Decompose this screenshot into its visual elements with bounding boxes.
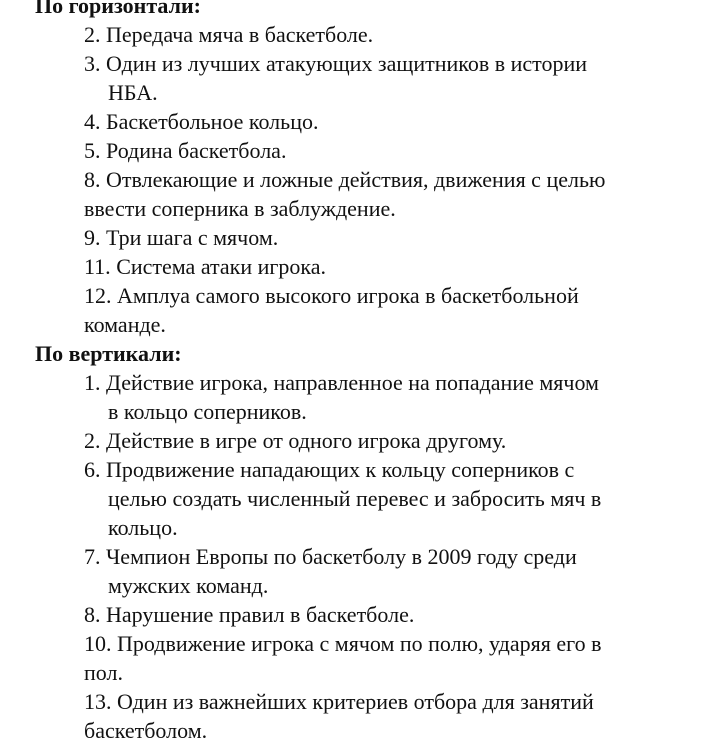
clue-text: Баскетбольное кольцо. [106,109,319,134]
horizontal-clue-11 [84,252,326,281]
clue-text-continued: ввести соперника в заблуждение. [84,196,396,221]
horizontal-clue-4 [84,107,318,136]
clue-number: 13. [84,689,112,714]
clue-text-continued: НБА. [108,80,158,105]
clue-text-continued: в кольцо соперников. [108,399,307,424]
vertical-clue-1 [84,368,599,397]
vertical-clue-7 [84,542,577,571]
vertical-heading: По вертикали: [35,341,182,366]
clue-text: Амплуа самого высокого игрока в баскетбольной [117,283,579,308]
clue-number: 4. [84,109,101,134]
horizontal-clue-12 [84,281,579,310]
clue-text-continued: кольцо. [108,515,178,540]
clue-text-continued: команде. [84,312,166,337]
clue-text: Чемпион Европы по баскетболу в 2009 году среди [106,544,577,569]
clue-text: Продвижение нападающих к кольцу соперников с [106,457,575,482]
clue-number: 8. [84,167,101,192]
clue-number: 2. [84,428,101,453]
clue-text-continued: мужских команд. [108,573,269,598]
clue-number: 10. [84,631,112,656]
clue-number: 5. [84,138,101,163]
horizontal-clue-2 [84,20,373,49]
clue-text: Передача мяча в баскетболе. [106,22,374,47]
clue-text: Родина баскетбола. [106,138,287,163]
vertical-clue-10 [84,629,602,658]
clue-text: Один из важнейших критериев отбора для занятий [117,689,594,714]
vertical-clue-2 [84,426,506,455]
clue-text: Три шага с мячом. [106,225,279,250]
clue-number: 1. [84,370,101,395]
horizontal-clue-8 [84,165,605,194]
vertical-clue-8 [84,600,414,629]
horizontal-clue-3 [84,49,587,78]
clue-number: 3. [84,51,101,76]
clue-number: 2. [84,22,101,47]
horizontal-clue-5 [84,136,286,165]
clue-text-continued: пол. [84,660,123,685]
clue-text: Отвлекающие и ложные действия, движения с целью [106,167,606,192]
clue-number: 11. [84,254,111,279]
vertical-clue-6 [84,455,574,484]
clue-number: 6. [84,457,101,482]
clue-number: 9. [84,225,101,250]
horizontal-clue-9 [84,223,278,252]
clue-text: Продвижение игрока с мячом по полю, ударяя его в [117,631,602,656]
clue-text: Система атаки игрока. [116,254,327,279]
clue-number: 12. [84,283,112,308]
clue-text-continued: целью создать численный перевес и забросить мяч в [108,486,602,511]
clue-text: Нарушение правил в баскетболе. [106,602,415,627]
clue-text: Действие в игре от одного игрока другому. [106,428,507,453]
clue-text: Действие игрока, направленное на попадание мячом [106,370,599,395]
clue-text-continued: баскетболом. [84,718,208,743]
clue-number: 8. [84,602,101,627]
horizontal-heading: По горизонтали: [35,0,201,18]
vertical-clue-13 [84,687,594,716]
clue-number: 7. [84,544,101,569]
clue-text: Один из лучших атакующих защитников в истории [106,51,588,76]
